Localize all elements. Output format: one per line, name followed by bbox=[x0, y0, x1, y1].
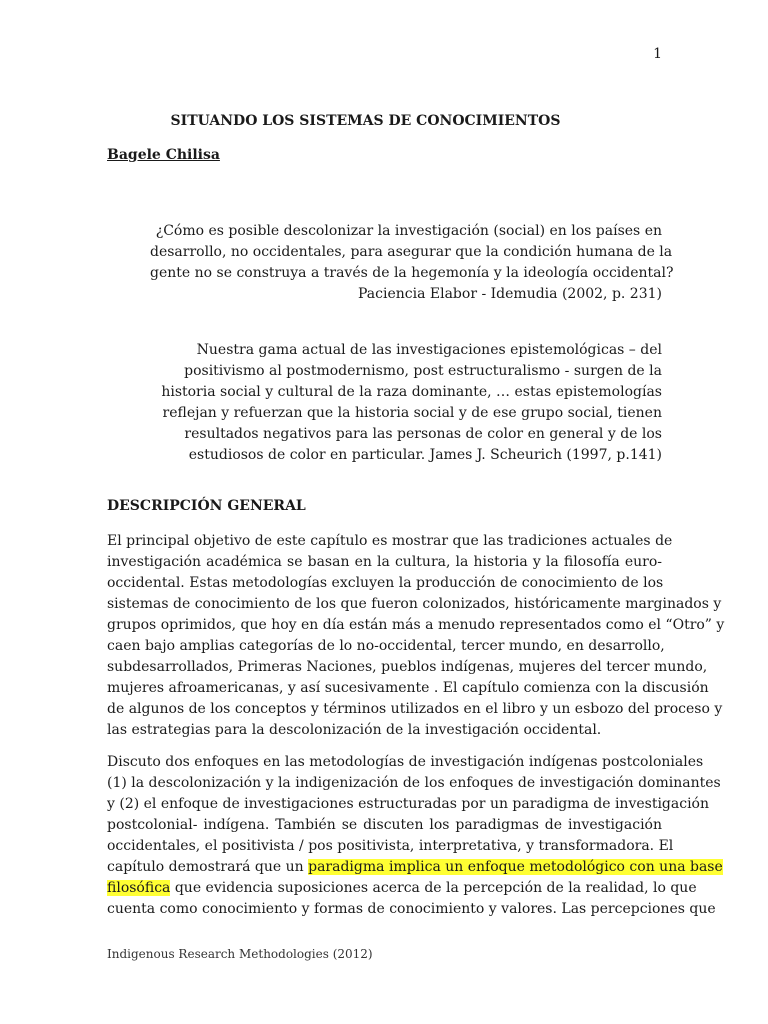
paragraph-line: grupos oprimidos, que hoy en día están más a menudo representados como el “Otro” y bbox=[107, 617, 725, 633]
paragraph-line: sistemas de conocimiento de los que fueron colonizados, históricamente marginados y bbox=[107, 596, 722, 612]
author-name: Bagele Chilisa bbox=[107, 147, 220, 163]
quote-line: positivismo al postmodernismo, post estructuralismo - surgen de la bbox=[184, 363, 662, 379]
quote-line: gente no se construya a través de la hegemonía y la ideología occidental? bbox=[150, 265, 674, 281]
page-number: 1 bbox=[653, 46, 662, 62]
section-heading: DESCRIPCIÓN GENERAL bbox=[107, 498, 306, 514]
paragraph-line: (1) la descolonización y la indigenización de los enfoques de investigación dominantes bbox=[107, 775, 721, 791]
paragraph-line-highlighted bbox=[107, 857, 723, 878]
text-segment: que evidencia suposiciones acerca de la percepción de la realidad, lo que bbox=[170, 880, 697, 896]
paragraph-approaches bbox=[107, 752, 723, 920]
highlighted-text: filosófica bbox=[107, 880, 171, 896]
paragraph-overview bbox=[107, 531, 725, 741]
paragraph-line: El principal objetivo de este capítulo es mostrar que las tradiciones actuales de bbox=[107, 533, 673, 549]
quote-line: desarrollo, no occidentales, para asegurar que la condición humana de la bbox=[150, 244, 673, 260]
paragraph-line-highlighted bbox=[107, 878, 697, 899]
highlighted-text: paradigma implica un enfoque metodológico con una base bbox=[308, 859, 723, 875]
paragraph-line: cuenta como conocimiento y formas de conocimiento y valores. Las percepciones que bbox=[107, 901, 716, 917]
paragraph-line: occidental. Estas metodologías excluyen la producción de conocimiento de los bbox=[107, 575, 664, 591]
epigraph-quote-2 bbox=[150, 340, 662, 466]
quote-line: estudiosos de color en particular. James J. Scheurich (1997, p.141) bbox=[188, 447, 662, 463]
epigraph-quote-1 bbox=[150, 221, 674, 305]
paragraph-line: de algunos de los conceptos y términos utilizados en el libro y un esbozo del proceso y bbox=[107, 701, 723, 717]
document-title: SITUANDO LOS SISTEMAS DE CONOCIMIENTOS bbox=[170, 113, 561, 129]
paragraph-line: subdesarrollados, Primeras Naciones, pueblos indígenas, mujeres del tercer mundo, bbox=[107, 659, 708, 675]
paragraph-line: investigación académica se basan en la cultura, la historia y la filosofía euro- bbox=[107, 554, 662, 570]
quote-line: ¿Cómo es posible descolonizar la investigación (social) en los países en bbox=[155, 223, 662, 239]
page-footer: Indigenous Research Methodologies (2012) bbox=[107, 947, 373, 961]
paragraph-line: Discuto dos enfoques en las metodologías de investigación indígenas postcoloniales bbox=[107, 754, 704, 770]
quote-line: resultados negativos para las personas de color en general y de los bbox=[184, 426, 662, 442]
quote-line: historia social y cultural de la raza dominante, … estas epistemologías bbox=[161, 384, 662, 400]
paragraph-line: mujeres afroamericanas, y así sucesivamente . El capítulo comienza con la discusión bbox=[107, 680, 709, 696]
paragraph-line: caen bajo amplias categorías de lo no-occidental, tercer mundo, en desarrollo, bbox=[107, 638, 665, 654]
quote-line: Nuestra gama actual de las investigaciones epistemológicas – del bbox=[196, 342, 662, 358]
quote-attribution: Paciencia Elabor - Idemudia (2002, p. 231) bbox=[358, 286, 662, 302]
paragraph-line: y (2) el enfoque de investigaciones estructuradas por un paradigma de investigación bbox=[107, 796, 709, 812]
quote-line: reflejan y refuerzan que la historia social y de ese grupo social, tienen bbox=[162, 405, 662, 421]
paragraph-line: postcolonial- indígena. También se discuten los paradigmas de investigación bbox=[107, 817, 662, 833]
paragraph-line: occidentales, el positivista / pos positivista, interpretativa, y transformadora. El bbox=[107, 838, 674, 854]
text-segment: capítulo demostrará que un bbox=[107, 859, 309, 875]
paragraph-line: las estrategias para la descolonización de la investigación occidental. bbox=[107, 722, 602, 738]
